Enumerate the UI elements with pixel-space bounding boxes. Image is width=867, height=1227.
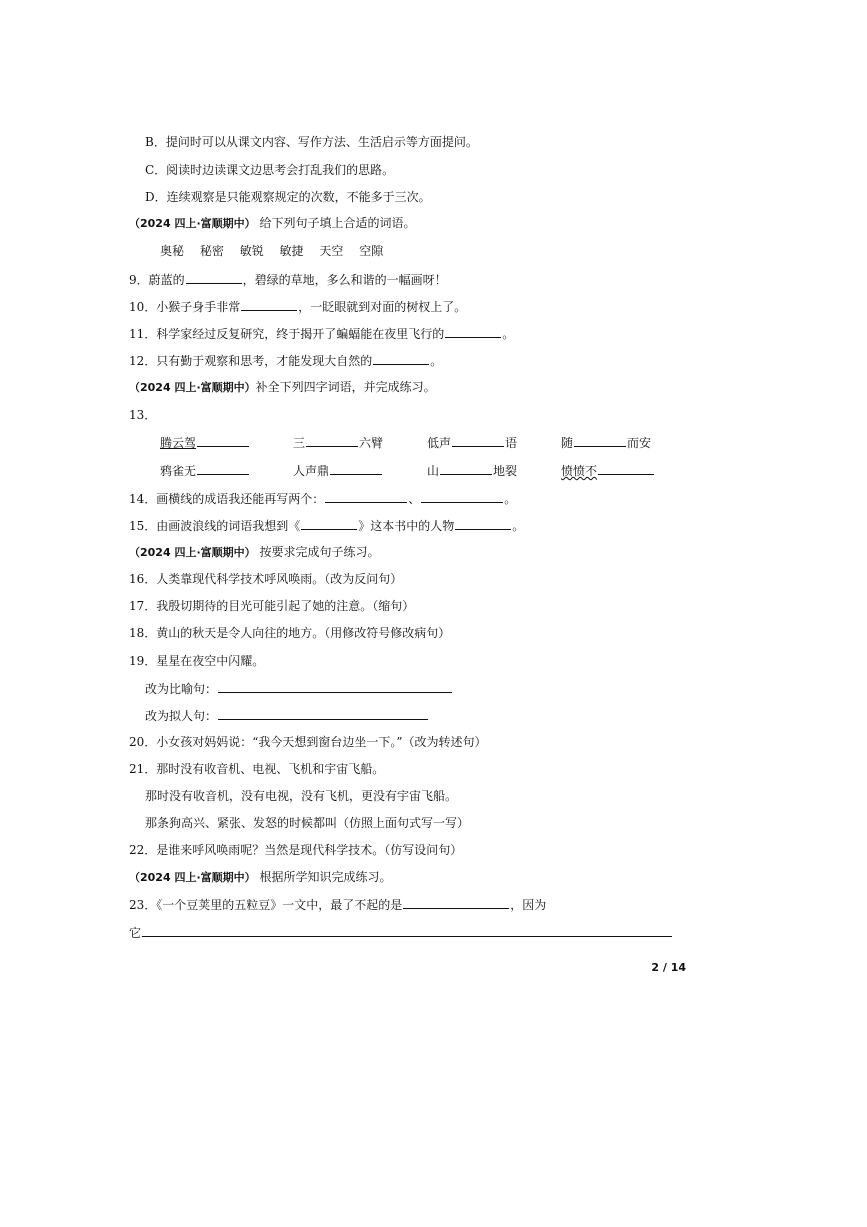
question-text: ，碧绿的草地，多么和谐的一幅画呀！ [242, 273, 447, 287]
question-12 [129, 352, 442, 369]
idiom-text: 鸦雀无 [160, 464, 197, 478]
question-text: 9．蔚蓝的 [129, 273, 185, 287]
idiom-text: 地裂 [493, 464, 518, 478]
section-instruction: 补全下列四字词语，并完成练习。 [255, 380, 436, 394]
section-instruction: 给下列句子填上合适的词语。 [255, 216, 416, 230]
answer-blank[interactable] [598, 462, 654, 475]
idiom-cell [293, 434, 383, 451]
answer-blank[interactable] [440, 462, 492, 475]
idiom-text: 而安 [627, 436, 652, 450]
question-text: 。 [512, 519, 525, 533]
question-text: 改为拟人句： [145, 709, 218, 723]
answer-blank[interactable] [445, 325, 501, 338]
question-13-label: 13． [129, 408, 157, 422]
idiom-text: 三 [293, 436, 306, 450]
section-source: （2024 四上·富顺期中） [129, 871, 256, 884]
question-text: 、 [408, 492, 421, 506]
answer-blank[interactable] [197, 434, 249, 447]
idiom-cell [427, 434, 517, 451]
section-source: （2024 四上·富顺期中） [129, 381, 256, 394]
word-bank [160, 243, 395, 259]
answer-blank[interactable] [325, 490, 407, 503]
question-text: 它 [129, 926, 142, 940]
option-c: C．阅读时边读课文边思考会打乱我们的思路。 [145, 163, 395, 177]
q19-personification [145, 707, 429, 724]
question-21: 21．那时没有收音机、电视、飞机和宇宙飞船。 [129, 762, 385, 776]
question-text: 14．画横线的成语我还能再写两个： [129, 492, 325, 506]
answer-blank[interactable] [186, 271, 242, 284]
question-15 [129, 517, 524, 534]
question-19: 19．星星在夜空中闪耀。 [129, 654, 265, 668]
word-bank-item: 秘密 [199, 244, 224, 258]
question-text: 12．只有勤于观察和思考，才能发现大自然的 [129, 354, 373, 368]
question-text: 11．科学家经过反复研究，终于揭开了蝙蝠能在夜里飞行的 [129, 327, 445, 341]
section-instruction: 根据所学知识完成练习。 [255, 870, 392, 884]
question-20: 20．小女孩对妈妈说：“我今天想到窗台边坐一下。”（改为转述句） [129, 735, 487, 749]
question-23-cont [129, 924, 673, 941]
q19-metaphor [145, 680, 453, 697]
q21-example: 那时没有收音机，没有电视，没有飞机，更没有宇宙飞船。 [145, 789, 458, 803]
word-bank-item: 天空 [319, 244, 344, 258]
section-header [129, 869, 391, 886]
idiom-cell [427, 462, 517, 479]
idiom-text: 六臂 [359, 436, 384, 450]
question-text: ，一眨眼就到对面的树杈上了。 [298, 300, 467, 314]
question-18: 18．黄山的秋天是令人向往的地方。（用修改符号修改病句） [129, 626, 451, 640]
question-text: 。 [430, 354, 443, 368]
question-10 [129, 298, 466, 315]
question-text: 23．《一个豆荚里的五粒豆》一文中，最了不起的是 [129, 898, 403, 912]
section-header [129, 379, 436, 396]
idiom-text: 山 [427, 464, 440, 478]
question-14 [129, 490, 516, 507]
answer-blank[interactable] [218, 680, 452, 693]
word-bank-item: 空隙 [359, 244, 384, 258]
idiom-text: 低声 [427, 436, 452, 450]
idiom-cell [160, 434, 250, 451]
answer-blank[interactable] [197, 462, 249, 475]
question-text: 10．小猴子身手非常 [129, 300, 241, 314]
question-9 [129, 271, 447, 288]
answer-blank[interactable] [218, 707, 428, 720]
question-text: 》这本书中的人物 [358, 519, 455, 533]
idiom-cell [293, 462, 383, 479]
question-text: 。 [504, 492, 517, 506]
option-d: D．连续观察是只能观察规定的次数，不能多于三次。 [145, 190, 431, 204]
question-11 [129, 325, 514, 342]
idiom-text: 语 [505, 436, 518, 450]
answer-blank[interactable] [452, 434, 504, 447]
answer-blank[interactable] [301, 517, 357, 530]
answer-blank[interactable] [403, 896, 509, 909]
answer-blank[interactable] [330, 462, 382, 475]
word-bank-item: 敏捷 [279, 244, 304, 258]
section-instruction: 按要求完成句子练习。 [255, 545, 380, 559]
answer-blank[interactable] [373, 352, 429, 365]
idiom-cell [561, 434, 651, 451]
question-text: 15．由画波浪线的词语我想到《 [129, 519, 301, 533]
question-text: ，因为 [510, 898, 547, 912]
option-b: B．提问时可以从课文内容、写作方法、生活启示等方面提问。 [145, 135, 478, 149]
idiom-text: 腾云驾 [160, 436, 197, 450]
answer-blank[interactable] [574, 434, 626, 447]
idiom-text: 随 [561, 436, 574, 450]
section-source: （2024 四上·富顺期中） [129, 217, 256, 230]
section-header [129, 544, 379, 561]
idiom-text: 愤愤不 [561, 464, 598, 478]
word-bank-item: 奥秘 [160, 244, 185, 258]
idiom-cell [561, 462, 655, 479]
section-source: （2024 四上·富顺期中） [129, 546, 256, 559]
page-number: 2 / 14 [651, 961, 686, 974]
question-17: 17．我殷切期待的目光可能引起了她的注意。（缩句） [129, 599, 415, 613]
answer-blank[interactable] [306, 434, 358, 447]
word-bank-item: 敏锐 [239, 244, 264, 258]
idiom-text: 人声鼎 [293, 464, 330, 478]
question-text: 。 [502, 327, 515, 341]
q21-task: 那条狗高兴、紧张、发怒的时候都叫（仿照上面句式写一写） [145, 816, 470, 830]
section-header [129, 215, 415, 232]
question-16: 16．人类靠现代科学技术呼风唤雨。（改为反问句） [129, 572, 403, 586]
question-23 [129, 896, 546, 913]
idiom-cell [160, 462, 250, 479]
answer-blank[interactable] [142, 924, 672, 937]
question-text: 改为比喻句： [145, 682, 218, 696]
answer-blank[interactable] [455, 517, 511, 530]
question-22: 22．是谁来呼风唤雨呢？当然是现代科学技术。（仿写设问句） [129, 843, 463, 857]
answer-blank[interactable] [421, 490, 503, 503]
answer-blank[interactable] [241, 298, 297, 311]
